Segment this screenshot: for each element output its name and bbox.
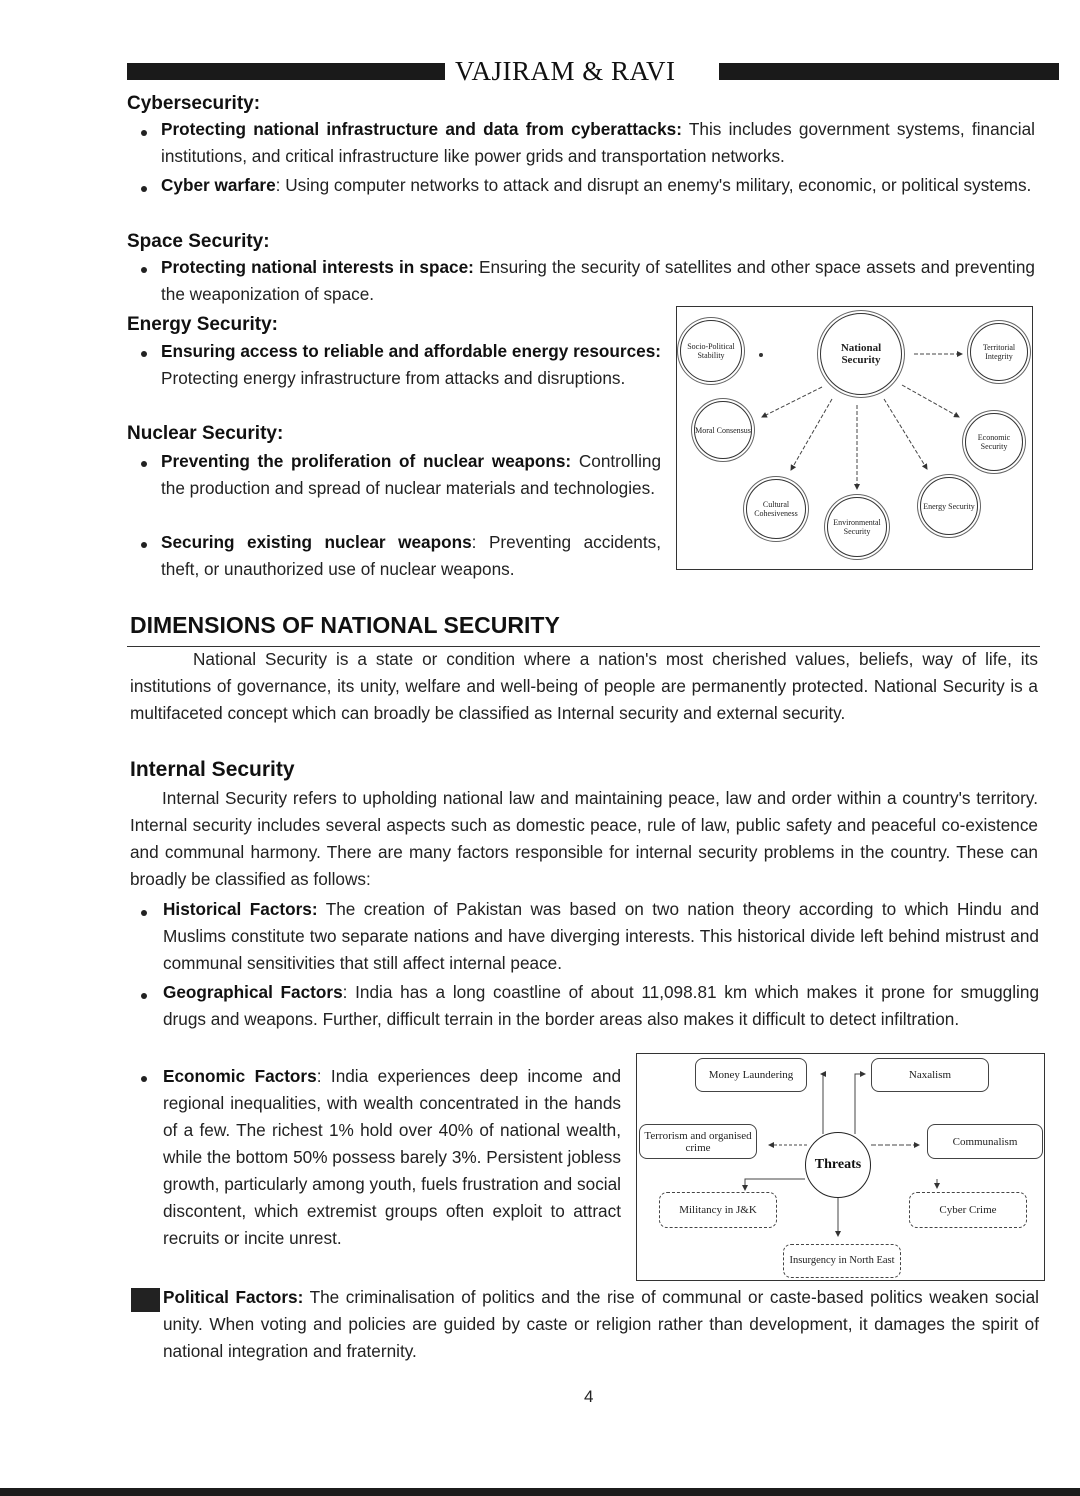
bullet-marker-smudge xyxy=(131,1288,160,1312)
bullet-icon xyxy=(141,993,147,999)
bullet-icon xyxy=(141,267,147,273)
item-text: Controlling the production and spread of nuclear materials and technologies. xyxy=(161,451,662,498)
node-militancy-jk: Militancy in J&K xyxy=(659,1192,777,1228)
heading-space-security: Space Security: xyxy=(127,231,270,252)
node-threats: Threats xyxy=(805,1132,871,1198)
node-economic-security: Economic Security xyxy=(965,413,1023,471)
bullet-icon xyxy=(141,1076,147,1082)
item-bold: Political Factors: xyxy=(163,1287,304,1307)
heading-energy-security: Energy Security: xyxy=(127,314,278,335)
list-item xyxy=(161,172,1035,199)
footer-band xyxy=(0,1488,1080,1496)
list-item xyxy=(161,448,661,502)
item-bold: Cyber warfare xyxy=(161,175,276,195)
item-text: The criminalisation of politics and the rise of communal or caste-based politics weaken social unity. When voting and policies are guided by caste or religion rather than development, it damages the spirit of national integration and fraternity. xyxy=(163,1287,1039,1361)
node-cyber-crime: Cyber Crime xyxy=(909,1192,1027,1228)
page-header xyxy=(127,56,1059,84)
node-terrorism-organised-crime: Terrorism and organised crime xyxy=(639,1124,757,1159)
list-item xyxy=(161,529,661,583)
heading-cybersecurity: Cybersecurity: xyxy=(127,93,261,114)
node-moral-consensus: Moral Consensus xyxy=(694,401,752,459)
item-text: : Preventing accidents, theft, or unauthorized use of nuclear weapons. xyxy=(161,532,661,579)
bullet-icon xyxy=(141,542,147,548)
item-text: The creation of Pakistan was based on two nation theory according to which Hindu and Muslims constitute two separate nations and have diverging interests. This historical divide left behind mistrust and communal sensitivities that still affect internal peace. xyxy=(163,899,1039,973)
item-bold: Preventing the proliferation of nuclear weapons: xyxy=(161,451,572,471)
header-title: VAJIRAM & RAVI xyxy=(455,56,676,86)
national-security-diagram xyxy=(676,306,1033,570)
item-bold: Geographical Factors xyxy=(163,982,343,1002)
bullet-icon xyxy=(141,186,147,192)
list-item xyxy=(161,254,1035,308)
bullet-icon xyxy=(141,130,147,136)
node-national-security: National Security xyxy=(820,313,902,395)
page-number: 4 xyxy=(584,1387,594,1406)
threats-diagram xyxy=(636,1053,1045,1281)
list-item xyxy=(163,979,1039,1033)
item-bold: Economic Factors xyxy=(163,1066,317,1086)
list-item xyxy=(161,116,1035,170)
item-text: Ensuring the security of satellites and other space assets and preventing the weaponization of space. xyxy=(161,257,1035,304)
node-money-laundering: Money Laundering xyxy=(695,1058,807,1092)
heading-nuclear-security: Nuclear Security: xyxy=(127,423,284,444)
node-socio-political-stability: Socio-Political Stability xyxy=(680,320,742,382)
item-text: : India has a long coastline of about 11,098.81 km which makes it prone for smuggling drugs and weapons. Further, difficult terrain in the border areas also makes it difficult to detect infiltration. xyxy=(163,982,1039,1029)
bullet-icon xyxy=(141,351,147,357)
node-energy-security: Energy Security xyxy=(920,477,978,535)
list-item xyxy=(163,1284,1039,1365)
node-insurgency-north-east: Insurgency in North East xyxy=(783,1244,901,1278)
paragraph-internal-security: Internal Security refers to upholding national law and maintaining peace, law and order within a country's territory. Internal security includes several aspects such as domestic peace, rule of law, public safety and peaceful co-existence and communal harmony. There are many factors responsible for internal security problems in the country. These can broadly be classified as follows: xyxy=(130,788,1038,889)
node-communalism: Communalism xyxy=(927,1124,1043,1159)
paragraph-national-security: National Security is a state or condition where a nation's most cherished values, beliefs, way of life, its institutions of governance, its unity, welfare and well-being of people are permanently protected. National Security is a multifaceted concept which can broadly be classified as Internal security and external security. xyxy=(130,649,1038,723)
header-bar-left xyxy=(127,63,445,80)
bullet-icon xyxy=(141,461,147,467)
list-item xyxy=(163,1063,621,1252)
header-bar-right xyxy=(719,63,1059,80)
node-environmental-security: Environmental Security xyxy=(827,497,887,557)
item-text: : Using computer networks to attack and disrupt an enemy's military, economic, or political systems. xyxy=(275,175,1032,195)
item-bold: Ensuring access to reliable and affordable energy resources: xyxy=(161,341,661,361)
list-item xyxy=(163,896,1039,977)
item-bold: Securing existing nuclear weapons xyxy=(161,532,472,552)
item-text: : India experiences deep income and regional inequalities, with wealth concentrated in the hands of a few. The richest 1% hold over 40% of national wealth, while the bottom 50% possess barely 3%. Persistent jobless growth, particularly among youth, fuels frustration and social discontent, which extremist groups often exploit to attract recruits or incite unrest. xyxy=(163,1066,622,1248)
bullet-icon xyxy=(141,910,147,916)
item-text: This includes government systems, financial institutions, and critical infrastructure like power grids and transportation networks. xyxy=(161,119,1035,166)
node-cultural-cohesiveness: Cultural Cohesiveness xyxy=(746,479,806,539)
node-naxalism: Naxalism xyxy=(871,1058,989,1092)
item-bold: Historical Factors: xyxy=(163,899,318,919)
heading-internal-security: Internal Security xyxy=(130,758,295,781)
item-bold: Protecting national interests in space: xyxy=(161,257,474,277)
node-territorial-integrity: Territorial Integrity xyxy=(970,323,1028,381)
item-bold: Protecting national infrastructure and data from cyberattacks: xyxy=(161,119,682,139)
item-text: Protecting energy infrastructure from attacks and disruptions. xyxy=(161,368,626,388)
list-item xyxy=(161,338,661,392)
heading-dimensions-of-national-security: DIMENSIONS OF NATIONAL SECURITY xyxy=(130,612,560,638)
